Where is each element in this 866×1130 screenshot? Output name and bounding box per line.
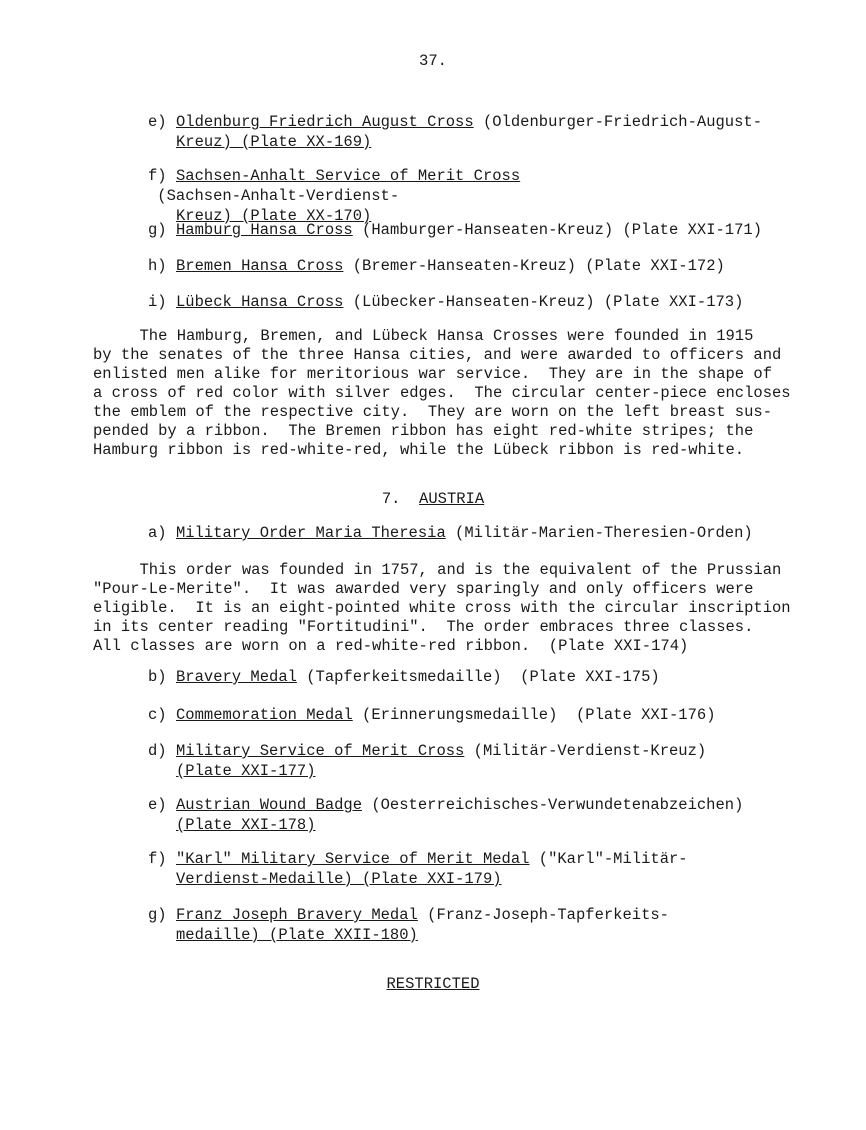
paragraph-line: enlisted men alike for meritorious war service. They are in the shape of — [93, 365, 773, 383]
item-german-name: (Militär-Verdienst-Kreuz) — [464, 742, 707, 760]
item-german-name: (Militär-Marien-Theresien-Orden) — [445, 524, 753, 542]
list-item — [148, 112, 768, 152]
item-letter: g) — [148, 221, 167, 239]
item-german-name: (Lübecker-Hanseaten-Kreuz) (Plate XXI-173) — [343, 293, 744, 311]
item-german-name: (Oldenburger-Friedrich-August- — [473, 113, 763, 131]
paragraph-line: by the senates of the three Hansa cities, and were awarded to officers and — [93, 346, 782, 364]
item-german-name: (Tapferkeitsmedaille) (Plate XXI-175) — [296, 668, 660, 686]
item-letter: e) — [148, 796, 167, 814]
item-name: Hamburg Hansa Cross — [176, 221, 353, 239]
item-name: Austrian Wound Badge — [176, 796, 363, 814]
paragraph-line: All classes are worn on a red-white-red ribbon. (Plate XXI-174) — [93, 637, 689, 655]
item-name: "Karl" Military Service of Merit Medal — [176, 850, 530, 868]
item-name: Bravery Medal — [176, 668, 297, 686]
item-letter: g) — [148, 906, 167, 924]
item-name: Sachsen-Anhalt Service of Merit Cross — [176, 167, 521, 185]
item-german-name: (Oesterreichisches-Verwundetenabzeichen) — [362, 796, 744, 814]
paragraph-line: "Pour-Le-Merite". It was awarded very sparingly and only officers were — [93, 580, 754, 598]
item-continuation: Kreuz) (Plate XX-169) — [176, 133, 372, 151]
list-item — [148, 905, 768, 945]
item-continuation: medaille) (Plate XXII-180) — [176, 926, 418, 944]
item-german-name: (Hamburger-Hanseaten-Kreuz) (Plate XXI-171) — [352, 221, 763, 239]
section-number: 7. — [381, 490, 401, 508]
paragraph-line: a cross of red color with silver edges. The circular center-piece encloses — [93, 384, 791, 402]
item-continuation: (Plate XXI-177) — [176, 762, 316, 780]
footer-classification — [0, 975, 866, 993]
item-german-name: (Erinnerungsmedaille) (Plate XXI-176) — [352, 706, 716, 724]
section-title: AUSTRIA — [419, 490, 485, 508]
paragraph-line: pended by a ribbon. The Bremen ribbon has eight red-white stripes; the — [93, 422, 754, 440]
item-name: Military Order Maria Theresia — [176, 524, 446, 542]
item-german-name: (Franz-Joseph-Tapferkeits- — [417, 906, 669, 924]
item-letter: e) — [148, 113, 167, 131]
item-german-name: (Sachsen-Anhalt-Verdienst- — [148, 187, 400, 205]
item-name: Bremen Hansa Cross — [176, 257, 344, 275]
item-continuation: (Plate XXI-178) — [176, 816, 316, 834]
item-continuation: Kreuz) (Plate XX-170) — [176, 207, 372, 225]
list-item — [148, 292, 768, 312]
page-number: 37. — [419, 52, 447, 70]
paragraph-line: the emblem of the respective city. They are worn on the left breast sus- — [93, 403, 773, 421]
hansa-crosses-paragraph — [93, 327, 791, 460]
item-letter: a) — [148, 524, 167, 542]
item-name: Oldenburg Friedrich August Cross — [176, 113, 474, 131]
paragraph-line: in its center reading "Fortitudini". The order embraces three classes. — [93, 618, 754, 636]
list-item — [148, 166, 768, 226]
item-letter: d) — [148, 742, 167, 760]
item-letter: b) — [148, 668, 167, 686]
list-item — [148, 705, 768, 725]
item-continuation: Verdienst-Medaille) (Plate XXI-179) — [176, 870, 502, 888]
item-letter: i) — [148, 293, 167, 311]
item-letter: f) — [148, 167, 167, 185]
list-item — [148, 741, 768, 781]
section-heading — [0, 490, 866, 508]
list-item — [148, 256, 768, 276]
item-letter: h) — [148, 257, 167, 275]
list-item — [148, 795, 768, 835]
paragraph-line: This order was founded in 1757, and is the equivalent of the Prussian — [93, 561, 782, 579]
item-name: Franz Joseph Bravery Medal — [176, 906, 418, 924]
list-item — [148, 849, 768, 889]
list-item — [148, 220, 768, 240]
paragraph-line: The Hamburg, Bremen, and Lübeck Hansa Crosses were founded in 1915 — [93, 327, 754, 345]
restricted-label: RESTRICTED — [386, 975, 480, 993]
item-name: Commemoration Medal — [176, 706, 353, 724]
item-letter: c) — [148, 706, 167, 724]
list-item — [148, 667, 768, 687]
paragraph-line: eligible. It is an eight-pointed white cross with the circular inscription — [93, 599, 791, 617]
item-german-name: ("Karl"-Militär- — [529, 850, 688, 868]
item-german-name: (Bremer-Hanseaten-Kreuz) (Plate XXI-172) — [343, 257, 725, 275]
item-name: Lübeck Hansa Cross — [176, 293, 344, 311]
paragraph-line: Hamburg ribbon is red-white-red, while the Lübeck ribbon is red-white. — [93, 441, 745, 459]
list-item — [148, 523, 768, 543]
item-name: Military Service of Merit Cross — [176, 742, 465, 760]
item-letter: f) — [148, 850, 167, 868]
maria-theresia-paragraph — [93, 561, 791, 656]
